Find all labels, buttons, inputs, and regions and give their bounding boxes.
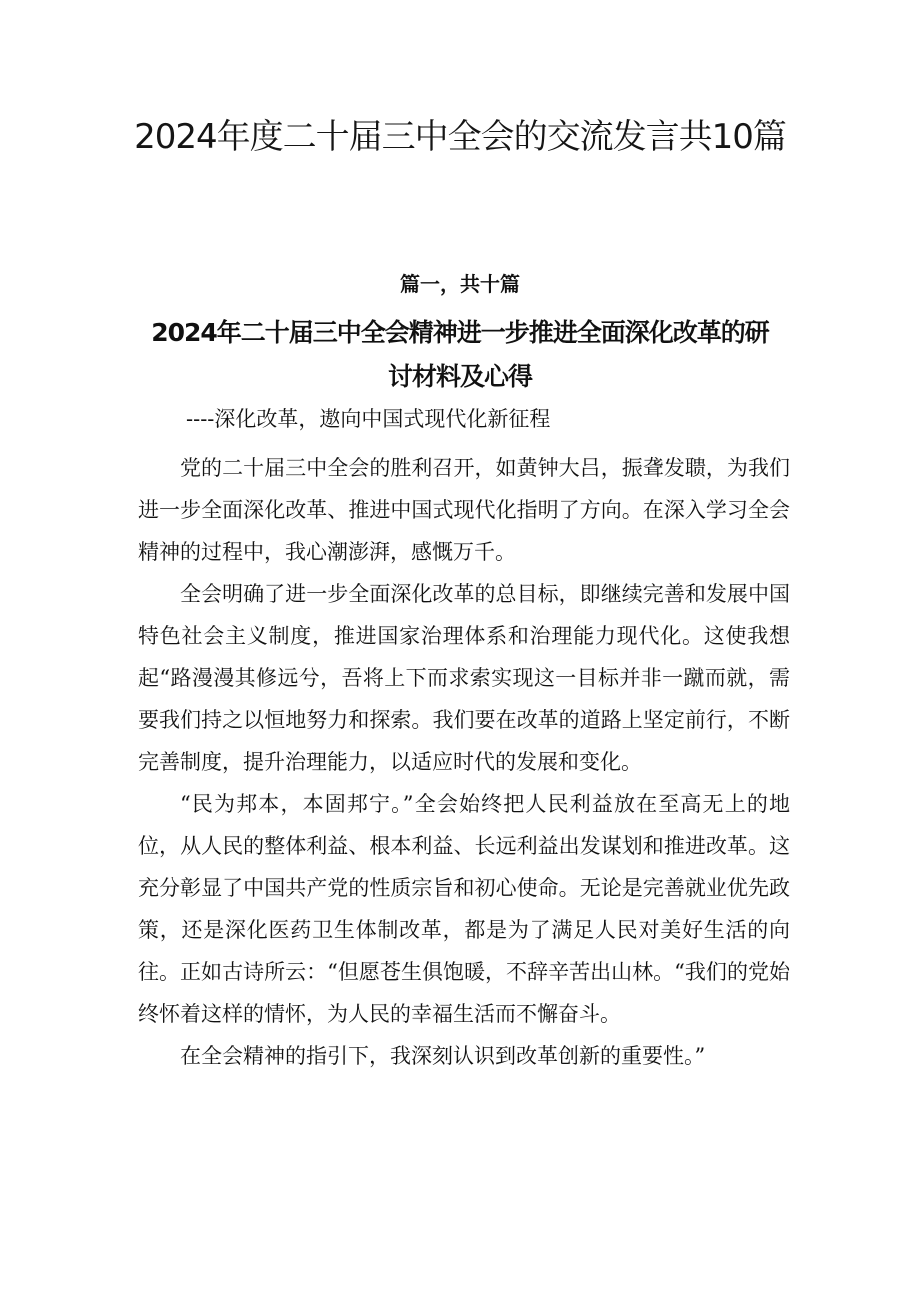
paragraph: 全会明确了进一步全面深化改革的总目标，即继续完善和发展中国特色社会主义制度，推进国家治理体系和治理能力现代化。这使我想起“路漫漫其修远兮，吾将上下而求索实现这一目标并非一蹴而就，需要我们持之以恒地努力和探索。我们要在改革的道路上坚定前行，不断完善制度，提升治理能力，以适应时代的发展和变化。 xyxy=(138,582,790,774)
part-label: 篇一，共十篇 xyxy=(400,272,520,296)
body-text xyxy=(138,447,790,1077)
document-title: 2024年度二十届三中全会的交流发言共10篇 xyxy=(134,117,786,157)
paragraph: 在全会精神的指引下，我深刻认识到改革创新的重要性。” xyxy=(180,1044,706,1068)
paragraph: “民为邦本，本固邦宁。”全会始终把人民利益放在至高无上的地位，从人民的整体利益、根本利益、长远利益出发谋划和推进改革。这充分彰显了中国共产党的性质宗旨和初心使命。无论是完善就业优先政策，还是深化医药卫生体制改革，都是为了满足人民对美好生活的向往。正如古诗所云：“但愿苍生俱饱暖，不辞辛苦出山林。“我们的党始终怀着这样的情怀，为人民的幸福生活而不懈奋斗。 xyxy=(138,792,790,1026)
tagline: ----深化改革，遨向中国式现代化新征程 xyxy=(186,407,551,431)
section-title: 2024年二十届三中全会精神进一步推进全面深化改革的研讨材料及心得 xyxy=(151,318,769,391)
paragraph: 党的二十届三中全会的胜利召开，如黄钟大吕，振聋发聩，为我们进一步全面深化改革、推进中国式现代化指明了方向。在深入学习全会精神的过程中，我心潮澎湃，感慨万千。 xyxy=(138,456,790,564)
